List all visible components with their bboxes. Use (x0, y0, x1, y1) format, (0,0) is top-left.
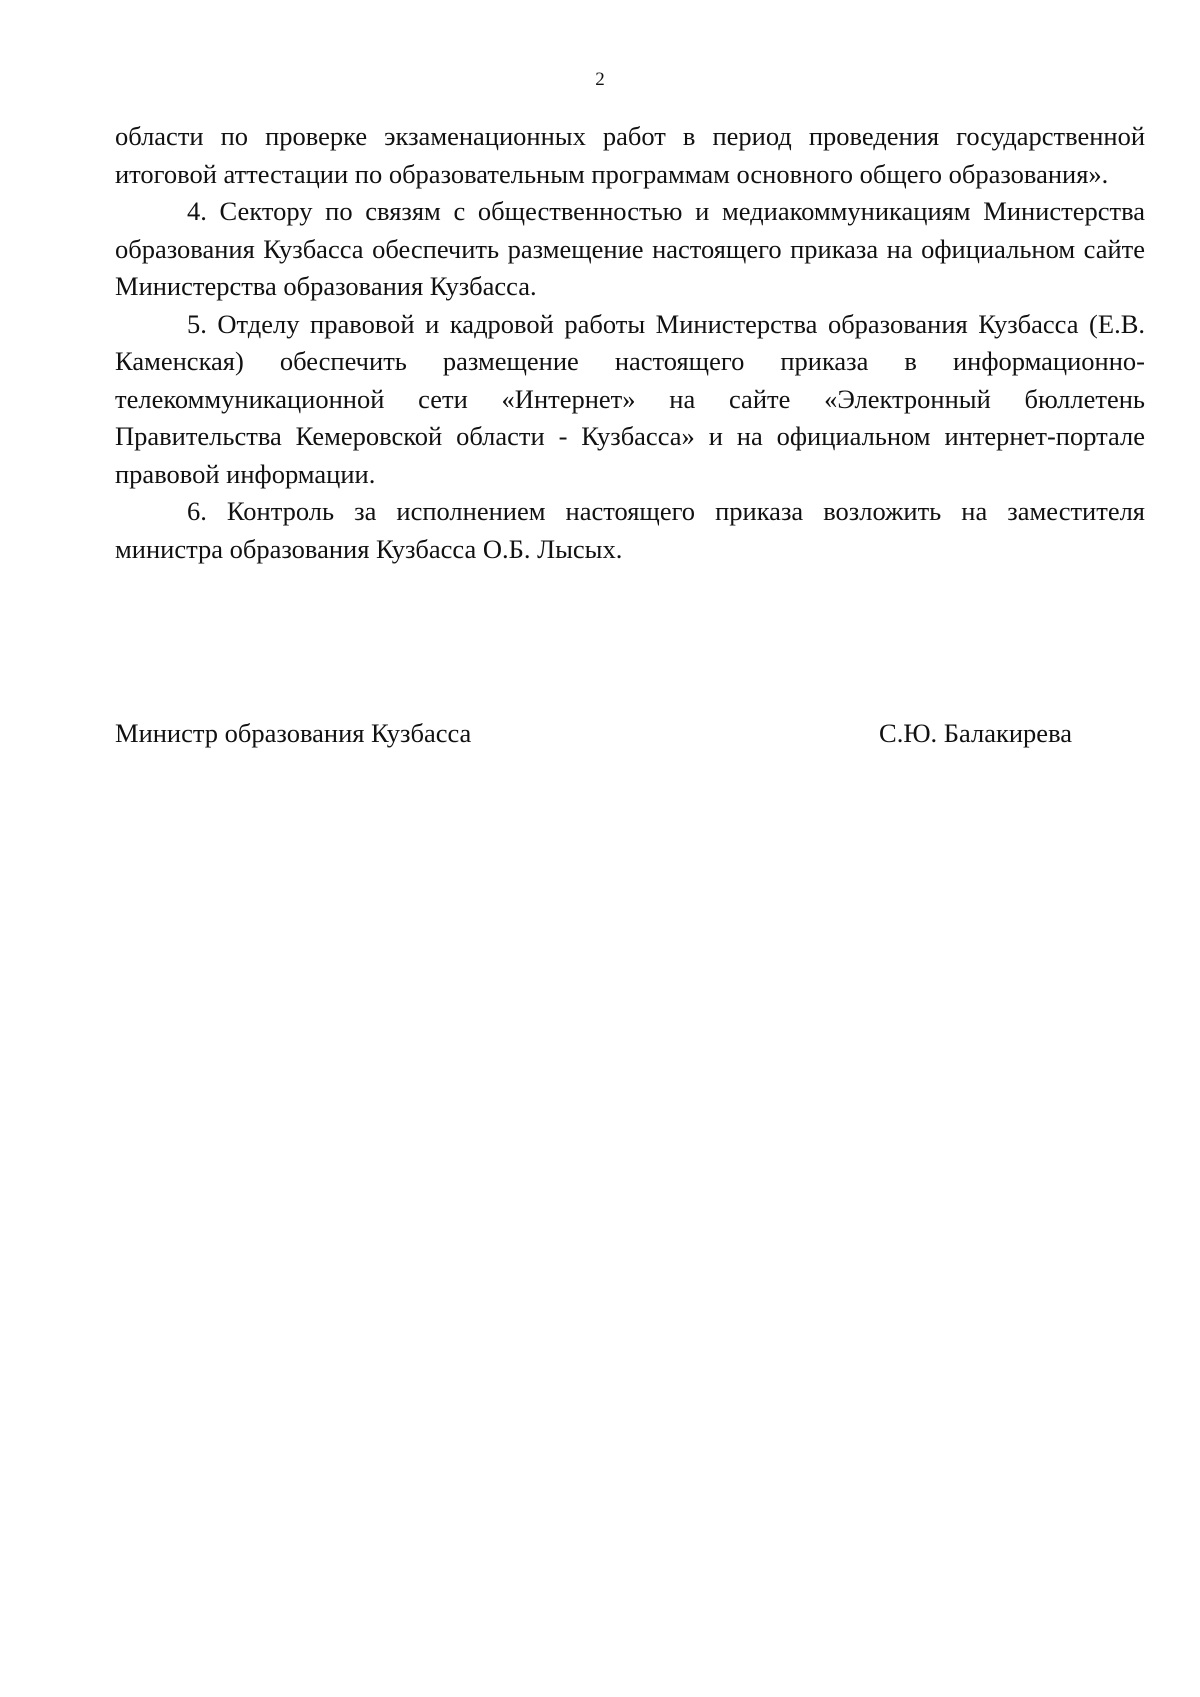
signatory-name: С.Ю. Балакирева (879, 718, 1072, 748)
signatory-position: Министр образования Кузбасса (115, 718, 472, 748)
paragraph-item-5: 5. Отделу правовой и кадровой работы Министерства образования Кузбасса (Е.В. Каменская) обеспечить размещение настоящего приказа в информационно-телекоммуникационной сети «Интернет» на сайте «Электронный бюллетень Правительства Кемеровской области - Кузбасса» и на официальном интернет-портале правовой информации. (115, 308, 1145, 489)
paragraph-item-4: 4. Сектору по связям с общественностью и медиакоммуникациям Министерства образования Кузбасса обеспечить размещение настоящего приказа на официальном сайте Министерства образования Кузбасса. (115, 196, 1145, 301)
page-number: 2 (595, 69, 605, 90)
paragraph-continuation: области по проверке экзаменационных работ в период проведения государственной итоговой аттестации по образовательным программам основного общего образования». (115, 121, 1145, 189)
paragraph-item-6: 6. Контроль за исполнением настоящего приказа возложить на заместителя министра образования Кузбасса О.Б. Лысых. (115, 496, 1145, 564)
document-body (115, 118, 1145, 568)
